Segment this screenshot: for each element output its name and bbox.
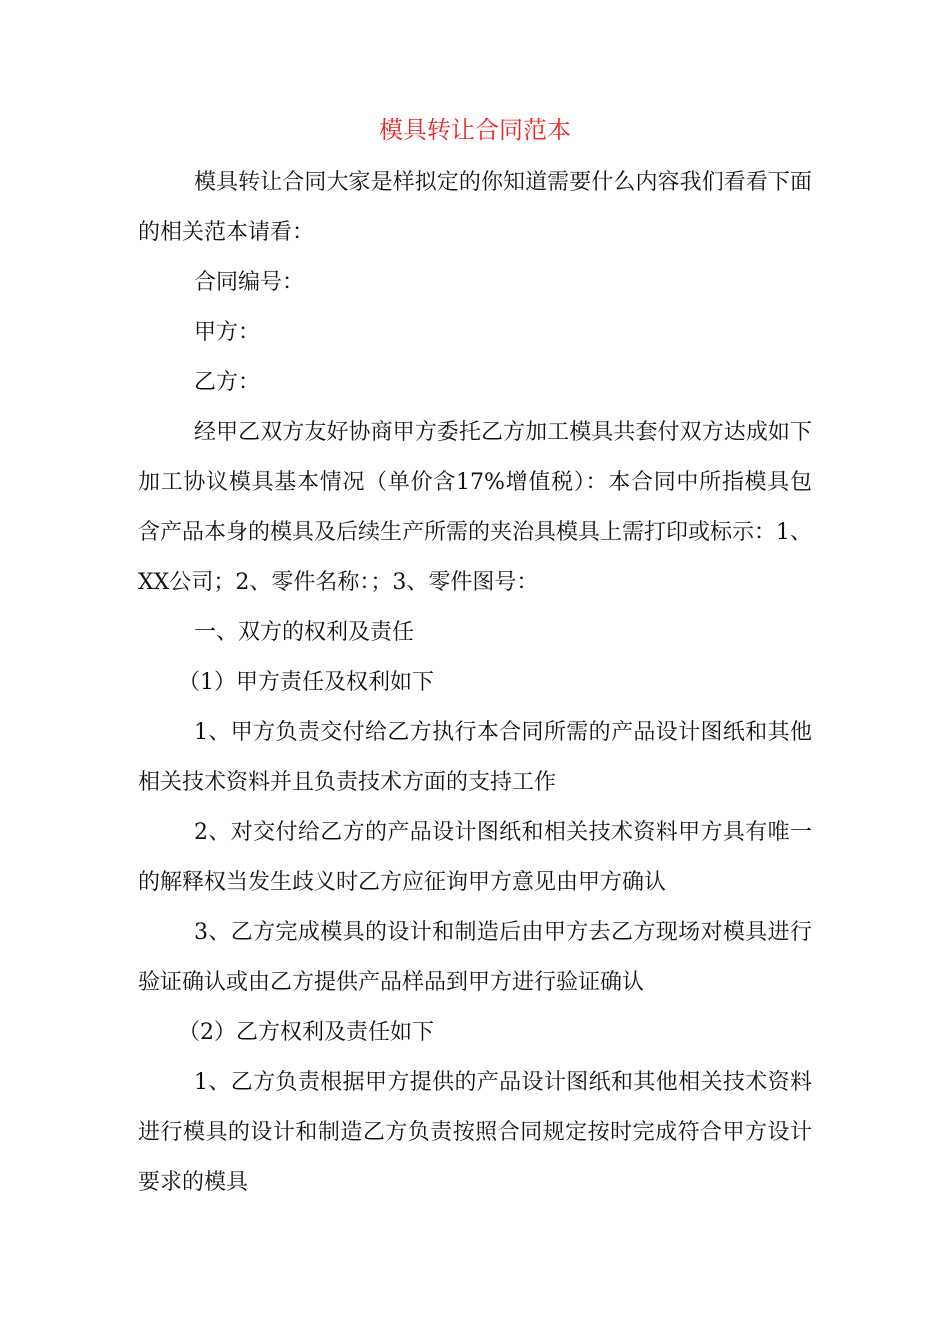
agreement-paragraph: 经甲乙双方友好协商甲方委托乙方加工模具共套付双方达成如下加工协议模具基本情况（单价含17%增值税）：本合同中所指模具包含产品本身的模具及后续生产所需的夹治具模具上需打印或标示：1、XX公司；2、零件名称：；3、零件图号： [138, 420, 812, 595]
party-a-clause-1: 1、甲方负责交付给乙方执行本合同所需的产品设计图纸和其他相关技术资料并且负责技术方面的支持工作 [138, 720, 812, 795]
intro-paragraph: 模具转让合同大家是样拟定的你知道需要什么内容我们看看下面的相关范本请看： [138, 170, 812, 245]
party-a-field: 甲方： [194, 320, 261, 345]
subsection-heading-party-b: （2）乙方权利及责任如下 [178, 1020, 434, 1045]
document-title: 模具转让合同范本 [379, 116, 571, 144]
document-body [138, 158, 812, 1208]
party-a-clause-2: 2、对交付给乙方的产品设计图纸和相关技术资料甲方具有唯一的解释权当发生歧义时乙方应征询甲方意见由甲方确认 [138, 820, 812, 895]
subsection-heading-party-a: （1）甲方责任及权利如下 [178, 670, 434, 695]
contract-number-field: 合同编号： [194, 270, 305, 295]
section-heading-rights: 一、双方的权利及责任 [194, 620, 415, 645]
party-b-clause-1: 1、乙方负责根据甲方提供的产品设计图纸和其他相关技术资料进行模具的设计和制造乙方负责按照合同规定按时完成符合甲方设计要求的模具 [138, 1070, 812, 1195]
party-b-field: 乙方： [194, 370, 261, 395]
party-a-clause-3: 3、乙方完成模具的设计和制造后由甲方去乙方现场对模具进行验证确认或由乙方提供产品样品到甲方进行验证确认 [138, 920, 812, 995]
